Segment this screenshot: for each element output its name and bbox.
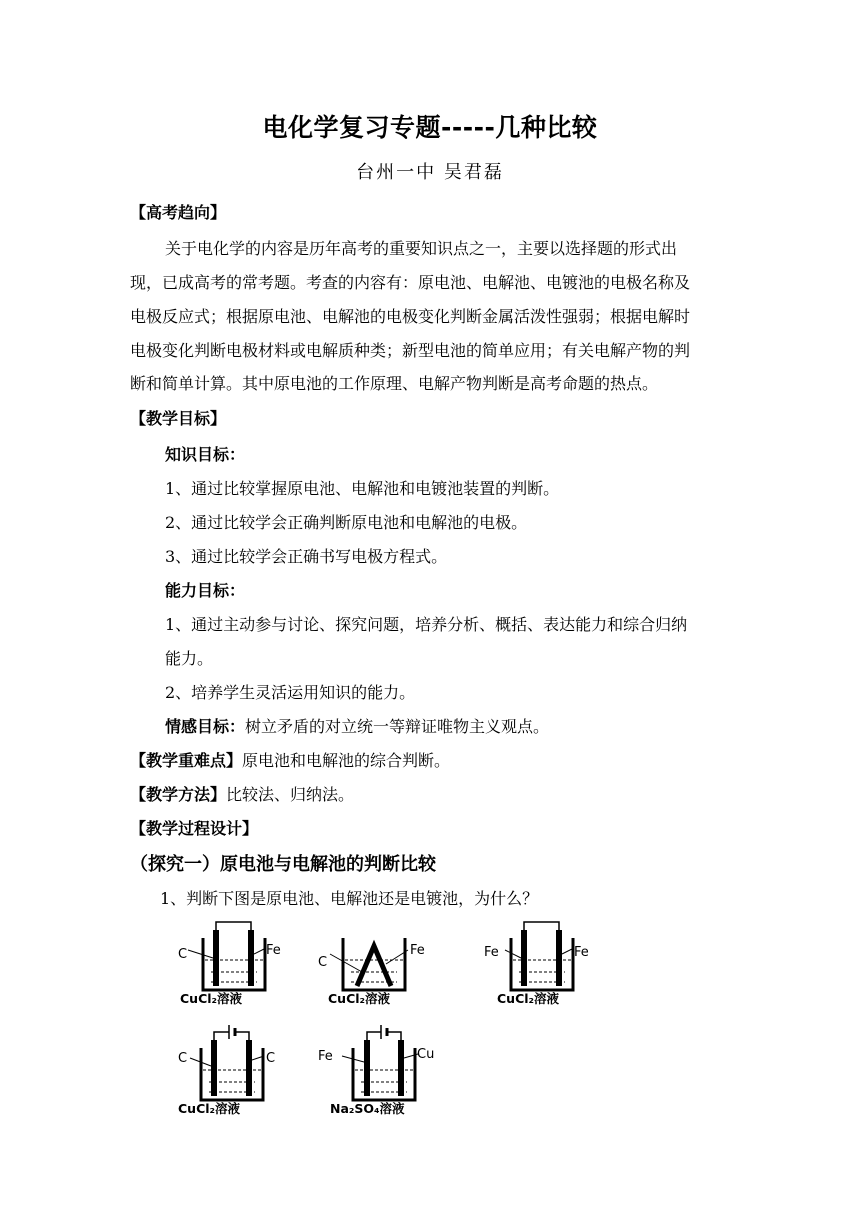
section-goals-heading: 【教学目标】 <box>130 409 227 428</box>
section-trend-heading: 【高考趋向】 <box>130 203 227 222</box>
cell3-left-electrode: Fe <box>484 945 499 960</box>
trend-line-4: 电极变化判断电极材料或电解质种类；新型电池的简单应用；有关电解产物的判 <box>130 341 691 360</box>
cell4-right-electrode: C <box>266 1051 276 1066</box>
electrochem-diagrams <box>0 910 860 1130</box>
trend-line-1: 关于电化学的内容是历年高考的重要知识点之一，主要以选择题的形式出 <box>165 239 678 258</box>
emotion-goals-label: 情感目标： <box>165 717 246 736</box>
cell2-left-electrode: C <box>318 955 328 970</box>
cell2-solution: CuCl₂溶液 <box>328 991 391 1006</box>
cell5-left-electrode: Fe <box>318 1049 333 1064</box>
knowledge-item-3: 3、通过比较学会正确书写电极方程式。 <box>165 547 448 566</box>
cell1-right-electrode: Fe <box>266 943 281 958</box>
cell3-solution: CuCl₂溶液 <box>497 991 560 1006</box>
trend-line-5: 断和简单计算。其中原电池的工作原理、电解产物判断是高考命题的热点。 <box>130 374 659 393</box>
knowledge-item-1: 1、通过比较掌握原电池、电解池和电镀池装置的判断。 <box>165 479 560 498</box>
ability-item-1-cont: 能力。 <box>165 649 214 668</box>
cell-diagram-5 <box>318 1025 434 1116</box>
ability-goals-label: 能力目标： <box>165 581 246 600</box>
cell-diagram-3 <box>484 922 589 1006</box>
cell2-right-electrode: Fe <box>410 943 425 958</box>
cell1-solution: CuCl₂溶液 <box>180 991 243 1006</box>
emotion-goals-text: 树立矛盾的对立统一等辩证唯物主义观点。 <box>245 717 550 736</box>
cell-diagram-2 <box>318 938 425 1006</box>
cell-diagram-4 <box>178 1025 275 1116</box>
cell4-left-electrode: C <box>178 1051 188 1066</box>
cell5-solution: Na₂SO₄溶液 <box>330 1101 405 1116</box>
cell1-left-electrode: C <box>178 947 188 962</box>
trend-line-3: 电极反应式；根据原电池、电解池的电极变化判断金属活泼性强弱；根据电解时 <box>130 307 691 326</box>
cell3-right-electrode: Fe <box>574 945 589 960</box>
teaching-method <box>130 784 354 806</box>
teaching-method-label: 【教学方法】 <box>130 785 227 804</box>
knowledge-item-2: 2、通过比较学会正确判断原电池和电解池的电极。 <box>165 513 528 532</box>
key-points <box>130 750 450 772</box>
teaching-method-text: 比较法、归纳法。 <box>226 785 355 804</box>
key-points-text: 原电池和电解池的综合判断。 <box>242 751 451 770</box>
ability-item-2: 2、培养学生灵活运用知识的能力。 <box>165 683 416 702</box>
cell4-solution: CuCl₂溶液 <box>178 1101 241 1116</box>
section-process-heading: 【教学过程设计】 <box>130 819 259 838</box>
key-points-label: 【教学重难点】 <box>130 751 243 770</box>
emotion-goals <box>165 716 549 738</box>
explore-one-title: （探究一）原电池与电解池的判断比较 <box>130 854 436 875</box>
knowledge-goals-label: 知识目标： <box>165 445 246 464</box>
trend-line-2: 现，已成高考的常考题。考查的内容有：原电池、电解池、电镀池的电极名称及 <box>130 273 691 292</box>
question-1: 1、判断下图是原电池、电解池还是电镀池，为什么？ <box>160 889 539 908</box>
author-line: 台州一中 吴君磊 <box>356 162 504 183</box>
ability-item-1: 1、通过主动参与讨论、探究问题，培养分析、概括、表达能力和综合归纳 <box>165 615 688 634</box>
document-title: 电化学复习专题-----几种比较 <box>262 113 598 142</box>
cell-diagram-1 <box>178 922 281 1006</box>
cell5-right-electrode: Cu <box>417 1047 435 1062</box>
